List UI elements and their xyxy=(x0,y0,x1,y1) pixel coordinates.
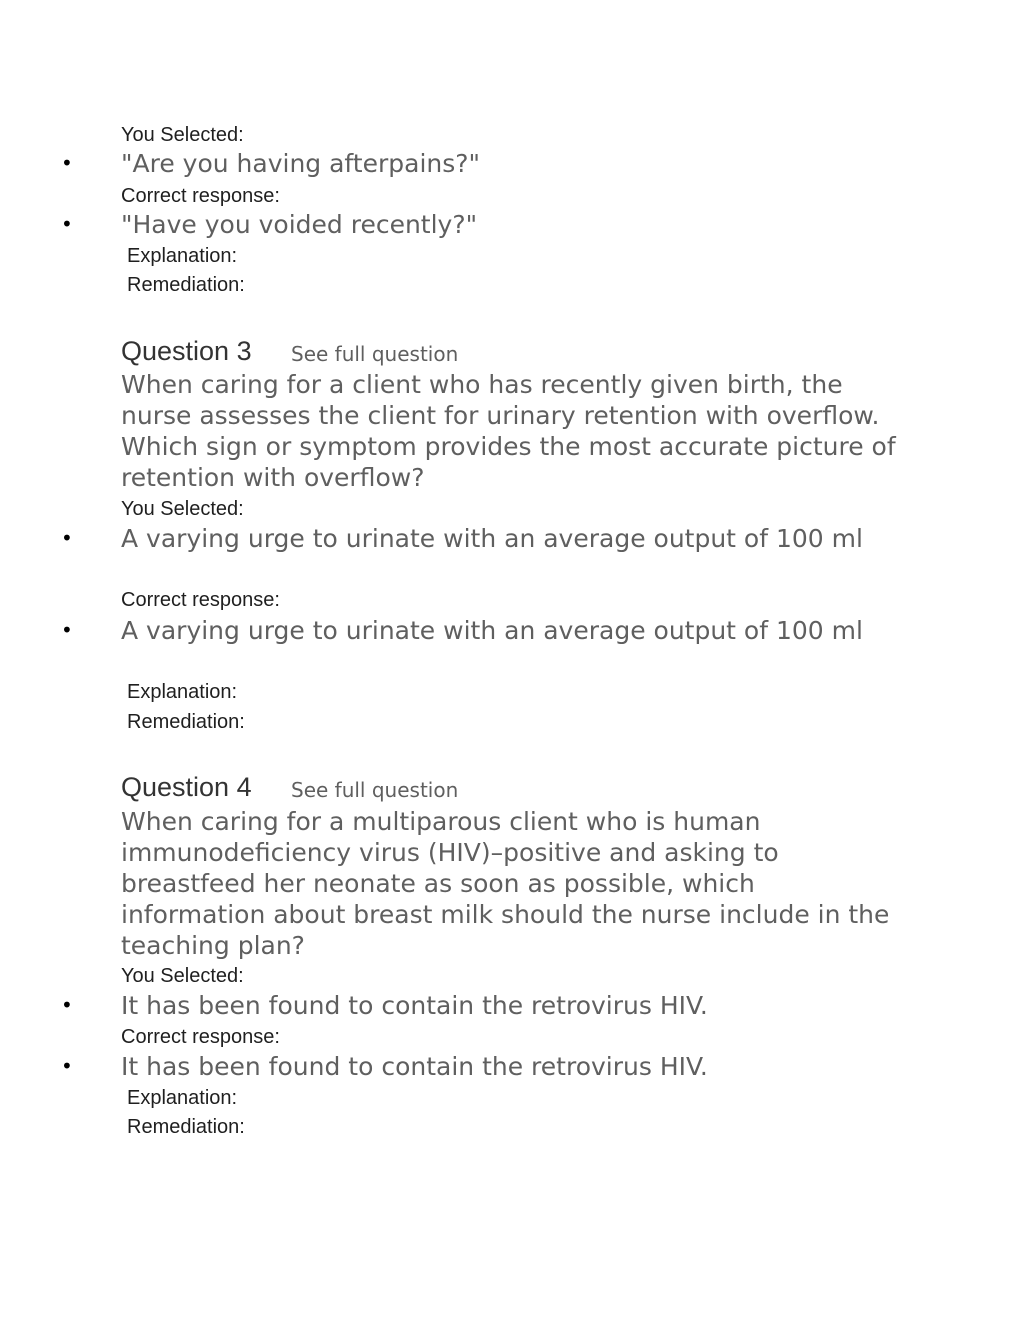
correct-response-label: Correct response: xyxy=(121,1026,280,1048)
bullet-icon: • xyxy=(61,1054,73,1078)
see-full-question-link[interactable]: See full question xyxy=(291,342,459,366)
question-4-title: Question 4 xyxy=(121,772,252,802)
remediation-label: Remediation: xyxy=(127,711,245,733)
correct-answer: It has been found to contain the retrovirus HIV. xyxy=(121,1052,708,1081)
bullet-icon: • xyxy=(61,618,73,642)
explanation-label: Explanation: xyxy=(127,245,238,267)
remediation-label: Remediation: xyxy=(127,274,245,296)
correct-response-label: Correct response: xyxy=(121,589,280,611)
see-full-question-link[interactable]: See full question xyxy=(291,778,459,802)
bullet-icon: • xyxy=(61,993,73,1017)
bullet-icon: • xyxy=(61,212,73,236)
explanation-label: Explanation: xyxy=(127,681,238,703)
remediation-label: Remediation: xyxy=(127,1116,245,1138)
correct-response-label: Correct response: xyxy=(121,185,280,207)
explanation-label: Explanation: xyxy=(127,1087,238,1109)
bullet-icon: • xyxy=(61,151,73,175)
you-selected-label: You Selected: xyxy=(121,124,244,146)
you-selected-label: You Selected: xyxy=(121,498,244,520)
you-selected-label: You Selected: xyxy=(121,965,244,987)
correct-answer: "Have you voided recently?" xyxy=(121,210,478,239)
question-4-text: When caring for a multiparous client who is human immunodeficiency virus (HIV)–positive and asking to breastfeed her neonate as soon as possible, which information about breast milk should the nurse include in the teaching plan? xyxy=(121,807,890,960)
selected-answer: A varying urge to urinate with an average output of 100 ml xyxy=(121,524,863,553)
question-3-text: When caring for a client who has recently given birth, the nurse assesses the client for urinary retention with overflow. Which sign or symptom provides the most accurate picture of retention with overflow? xyxy=(121,370,896,492)
bullet-icon: • xyxy=(61,526,73,550)
correct-answer: A varying urge to urinate with an average output of 100 ml xyxy=(121,616,863,645)
selected-answer: It has been found to contain the retrovirus HIV. xyxy=(121,991,708,1020)
question-3-title: Question 3 xyxy=(121,336,252,366)
selected-answer: "Are you having afterpains?" xyxy=(121,149,481,178)
